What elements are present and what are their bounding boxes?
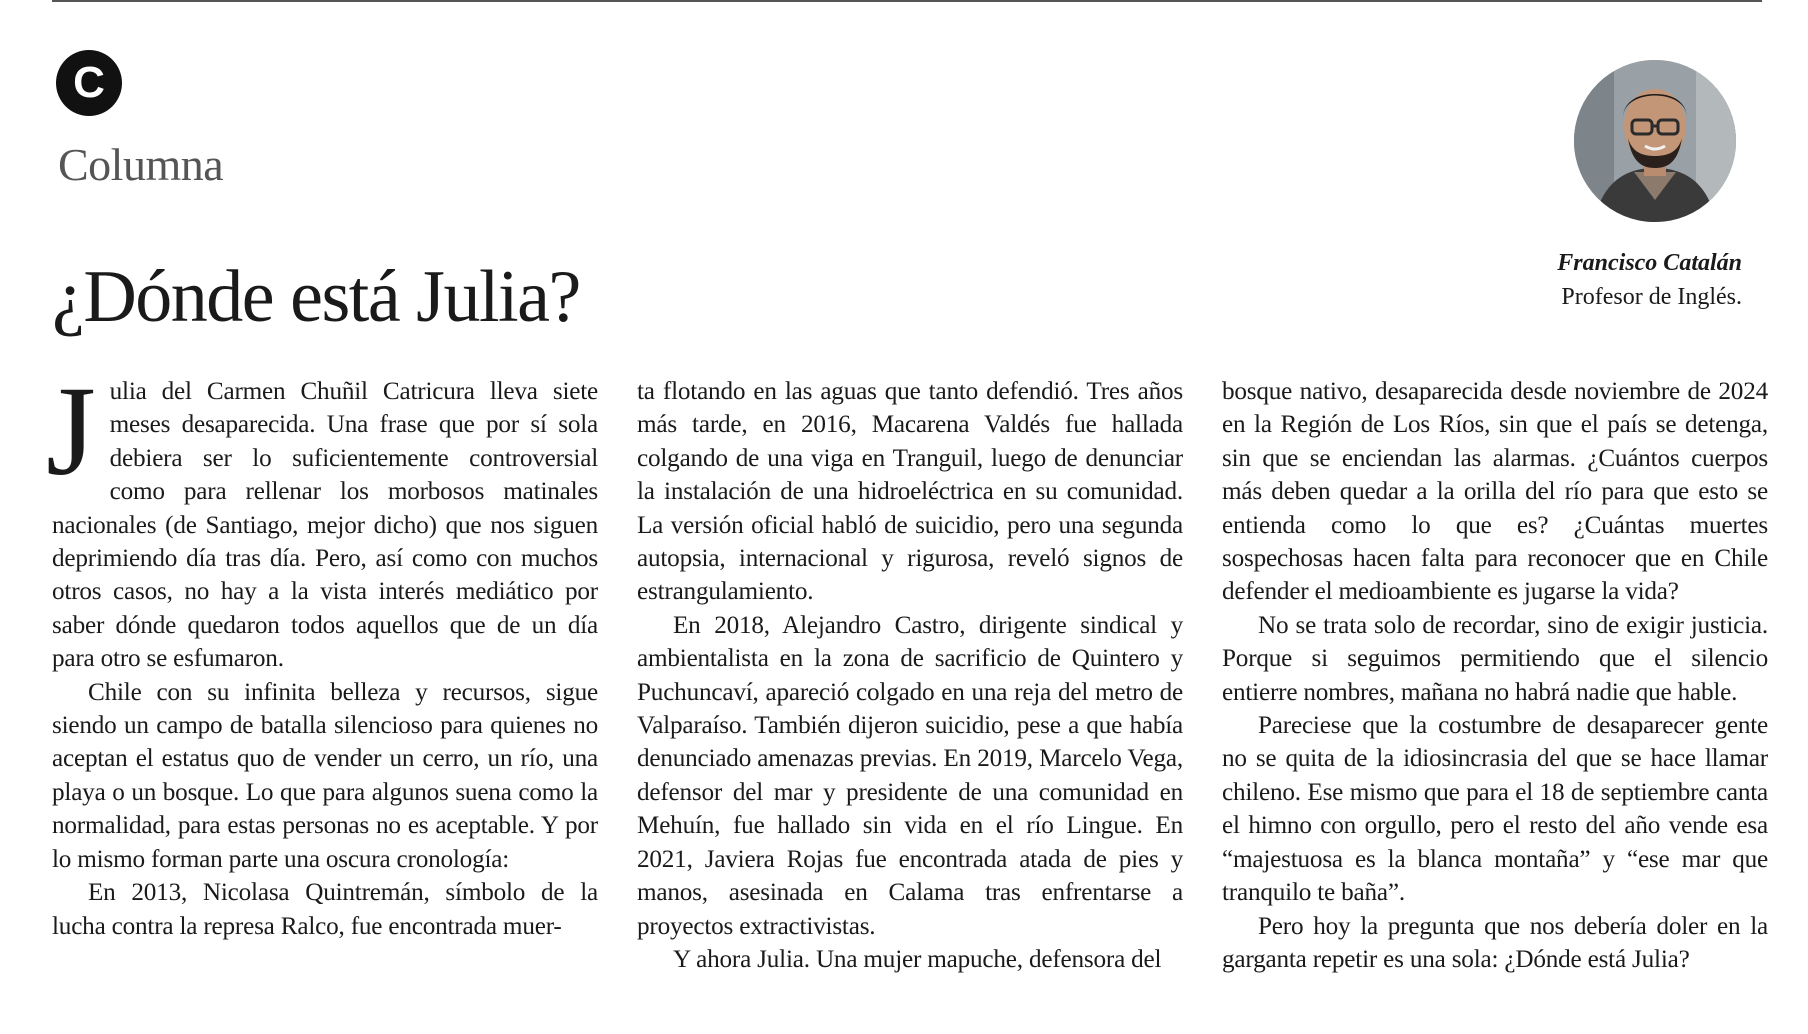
paragraph-text: ulia del Carmen Chuñil Catricura lleva siete meses desaparecida. Una frase que por sí sola debiera ser lo suficientemente controversial como para rellenar los morbosos matinales nacionales (de Santiago, mejor dicho) que nos siguen deprimiendo día tras día. Pero, así como con muchos otros casos, no hay a la vista interés mediático por saber dónde quedaron todos aquellos que de un día para otro se esfumaron.	[52, 378, 598, 673]
paragraph: No se trata solo de recordar, sino de exigir justicia. Porque si seguimos permitiendo que el silencio entierre nombres, mañana no habrá nadie que hable.	[1222, 611, 1768, 706]
top-rule	[52, 0, 1762, 2]
author-name: Francisco Catalán	[1557, 250, 1742, 276]
paragraph: Pareciese que la costumbre de desaparecer gente no se quita de la idiosincrasia del que se hace llamar chileno. Ese mismo que para el 18 de septiembre canta el himno con orgullo, pero el resto del año vende esa “majestuosa es la blanca montaña” y “ese mar que tranquilo te baña”.	[1222, 712, 1768, 907]
section-badge: C	[56, 50, 122, 116]
paragraph: bosque nativo, desaparecida desde noviembre de 2024 en la Región de Los Ríos, sin que el país se detenga, sin que se enciendan las alarmas. ¿Cuántos cuerpos más deben quedar a la orilla del río para que esto se entienda como lo que es? ¿Cuántas muertes sospechosas hacen falta para reconocer que en Chile defender el medioambiente es jugarse la vida?	[1222, 378, 1768, 606]
headline: ¿Dónde está Julia?	[52, 256, 580, 338]
paragraph: Chile con su infinita belleza y recursos, sigue siendo un campo de batalla silencioso para quienes no aceptan el estatus quo de vender un cerro, un río, una playa o un bosque. Lo que para algunos suena como la normalidad, para estas personas no es aceptable. Y por lo mismo forman parte una oscura cronología:	[52, 678, 598, 873]
section-label: Columna	[58, 139, 224, 190]
column-3	[1222, 375, 1768, 976]
author-photo	[1574, 60, 1736, 222]
column-1	[46, 360, 598, 976]
author-role: Profesor de Inglés.	[1561, 284, 1742, 310]
paragraph: En 2013, Nicolasa Quintremán, símbolo de la lucha contra la represa Ralco, fue encontrada muer-	[52, 879, 598, 940]
author-portrait-icon	[1574, 60, 1736, 222]
article-body	[46, 360, 1768, 976]
author-byline	[1557, 246, 1742, 314]
drop-cap: J	[46, 360, 96, 502]
paragraph: ta flotando en las aguas que tanto defendió. Tres años más tarde, en 2016, Macarena Valdés fue hallada colgando de una viga en Tranguil, luego de denunciar la instalación de una hidroeléctrica en su comunidad. La versión oficial habló de suicidio, pero una segunda autopsia, internacional y rigurosa, reveló signos de estrangulamiento.	[637, 378, 1183, 606]
paragraph	[46, 360, 598, 676]
paragraph: Pero hoy la pregunta que nos debería doler en la garganta repetir es una sola: ¿Dónde está Julia?	[1222, 912, 1768, 973]
paragraph: En 2018, Alejandro Castro, dirigente sindical y ambientalista en la zona de sacrificio de Quintero y Puchuncaví, apareció colgado en una reja del metro de Valparaíso. También dijeron suicidio, pese a que había denunciado amenazas previas. En 2019, Marcelo Vega, defensor del mar y presidente de una comunidad en Mehuín, fue hallado sin vida en el río Lingue. En 2021, Javiera Rojas fue encontrada atada de pies y manos, asesinada en Calama tras enfrentarse a proyectos extractivistas.	[637, 611, 1183, 940]
column-2	[637, 375, 1183, 976]
paragraph: Y ahora Julia. Una mujer mapuche, defensora del	[673, 945, 1162, 973]
